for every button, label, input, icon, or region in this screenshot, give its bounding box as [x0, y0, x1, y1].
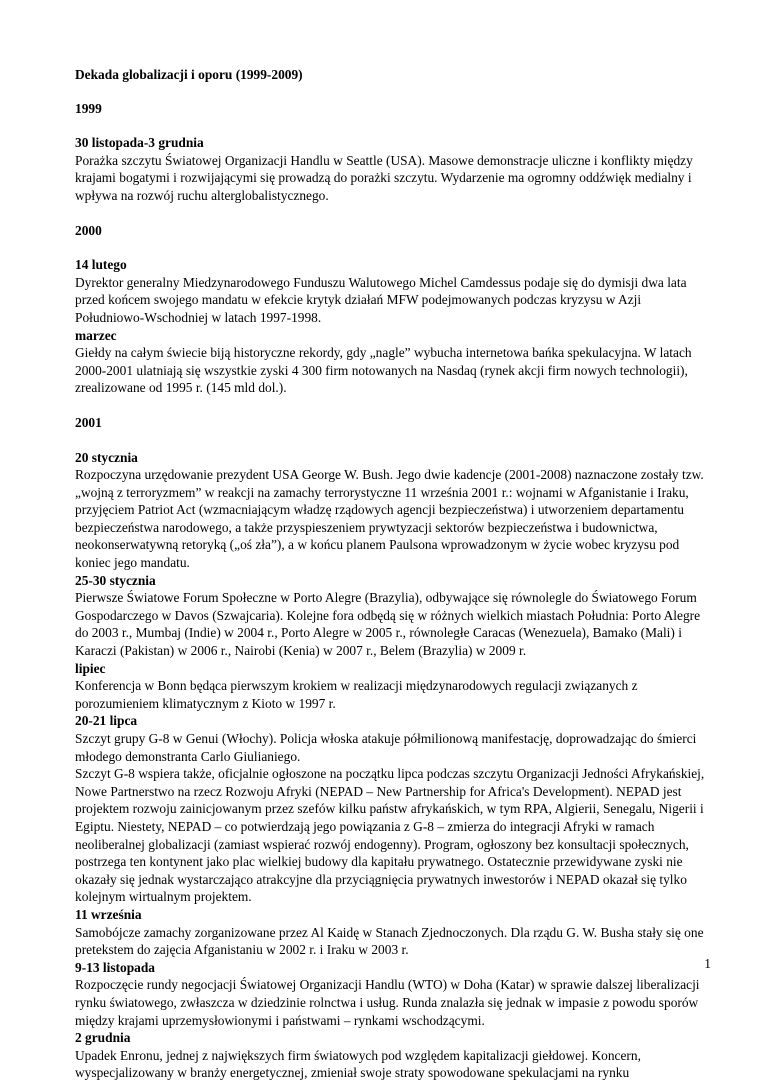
entry-date: 30 listopada-3 grudnia [75, 135, 204, 151]
entry-date: lipiec [75, 660, 106, 676]
entry-text: Konferencja w Bonn będąca pierwszym krokiem w realizacji międzynarodowych regulacji związanych z porozumieniem klimatycznym z Kioto w 1997 r. [75, 678, 638, 711]
entry-date: marzec [75, 327, 117, 343]
entry-text: Rozpoczęcie rundy negocjacji Światowej Organizacji Handlu (WTO) w Doha (Katar) w sprawie dalszej liberalizacji rynku światowego, zwłaszcza w dziedzinie rolnctwa i usług. Runda znalazła się jednak w impasie z powodu sporów między krajami uprzemysłowionymi i państwami – rynkami wschodzącymi. [75, 977, 700, 1028]
entry-date: 14 lutego [75, 257, 127, 273]
entry-text: Szczyt G-8 wspiera także, oficjalnie ogłoszone na początku lipca podczas szczytu Organizacji Jedności Afrykańskiej, Nowe Partnerstwo na rzecz Rozwoju Afryki (NEPAD – New Partnership for Africa's Development). NEPAD jest projektem rozwoju zainicjowanym przez szefów kilku państw afrykańskich, w tym RPA, Algierii, Senegalu, Nigerii i Egiptu. Niestety, NEPAD – co potwierdzają jego powiązania z G-8 – zmierza do integracji Afryki w ramach neoliberalnej globalizacji (zamiast wspierać rozwój endogenny). Program, ogłoszony bez konsultacji społecznych, postrzega ten kontynent jako plac wielkiej budowy dla kapitału prywatnego. Ostatecznie przewidywane zyski nie okazały się jednak wystarczająco atrakcyjne dla przyciągnięcia prywatnych inwestorów i NEPAD okazał się tylko kolejnym wirtualnym projektem. [75, 766, 705, 905]
timeline-sections [75, 100, 711, 1082]
entry-text: Rozpoczyna urzędowanie prezydent USA George W. Bush. Jego dwie kadencje (2001-2008) naznaczone zostały tzw. „wojną z terroryzmem” w reakcji na zamachy terrorystyczne 11 września 2001 r.: wojnami w Afganistanie i Iraku, przyjęciem Patriot Act (wzmacniającym władzę rządowych agencji bezpieczeństwa) i utworzeniem departamentu bezpieczeństwa narodowego, a także przyspieszeniem prywtyzacji sektorów bezpieczeństwa i budownictwa, neokonserwatywną retoryką („oś zła”), a w końcu planem Paulsona wprowadzonym w życie wobec kryzysu pod koniec jego mandatu. [75, 467, 704, 571]
entry-text: Giełdy na całym świecie biją historyczne rekordy, gdy „nagle” wybucha internetowa bańka spekulacyjna. W latach 2000-2001 ulatniają się wszystkie zyski 4 300 firm notowanych na Nasdaq (rynek akcji firm nowych technologii), zrealizowane od 1995 r. (145 mld dol.). [75, 345, 692, 396]
year-heading: 1999 [75, 100, 102, 116]
year-heading: 2001 [75, 414, 102, 430]
section-gap [75, 397, 711, 414]
entry-text: Szczyt grupy G-8 w Genui (Włochy). Policja włoska atakuje półmilionową manifestację, doprowadzając do śmierci młodego demonstranta Carlo Giulianiego. [75, 731, 697, 764]
entry-date: 2 grudnia [75, 1030, 131, 1046]
entry-date: 25-30 stycznia [75, 572, 156, 588]
entry-date: 9-13 listopada [75, 959, 155, 975]
entry-text: Porażka szczytu Światowej Organizacji Handlu w Seattle (USA). Masowe demonstracje uliczne i konflikty między krajami bogatymi i rozwijającymi się prowadzą do porażki szczytu. Wydarzenie ma ogromny oddźwięk medialny i wpływa na rozwój ruchu alterglobalistycznego. [75, 152, 693, 203]
entry-text: Dyrektor generalny Miedzynarodowego Funduszu Walutowego Michel Camdessus podaje się do dymisji dwa lata przed końcem swojego mandatu w efekcie krytyk działań MFW podejmowanych podczas kryzysu w Azji Południowo-Wschodniej w latach 1997-1998. [75, 274, 687, 325]
page-number: 1 [704, 956, 711, 971]
entry-date: 20 stycznia [75, 449, 138, 465]
entry-text: Pierwsze Światowe Forum Społeczne w Porto Alegre (Brazylia), odbywające się równolegle do Światowego Forum Gospodarczego w Davos (Szwajcaria). Kolejne fora odbędą się w różnych wielkich miastach Południa: Porto Alegre do 2003 r., Mumbaj (Indie) w 2004 r., Porto Alegre w 2005 r., równoległe Caracas (Wenezuela), Bamako (Mali) i Karaczi (Pakistan) w 2006 r., Nairobi (Kenia) w 2007 r., Belem (Brazylia) w 2009 r. [75, 590, 701, 659]
document-title: Dekada globalizacji i oporu (1999-2009) [75, 67, 303, 82]
entry-date: 20-21 lipca [75, 713, 138, 729]
document-page [75, 66, 711, 1082]
entry-text: Samobójcze zamachy zorganizowane przez Al Kaidę w Stanach Zjednoczonych. Dla rządu G. W. Busha stały się one pretekstem do zajęcia Afganistaniu w 2002 r. i Iraku w 2003 r. [75, 924, 704, 958]
entry-date: 11 września [75, 906, 142, 922]
year-heading: 2000 [75, 222, 102, 238]
entry-text: Upadek Enronu, jednej z największych firm światowych pod względem kapitalizacji giełdowej. Koncern, wyspecjalizowany w branży energetycznej, zmieniał swoje straty spowodowane spekulacjami na rynku [75, 1047, 641, 1081]
section-gap [75, 205, 711, 222]
